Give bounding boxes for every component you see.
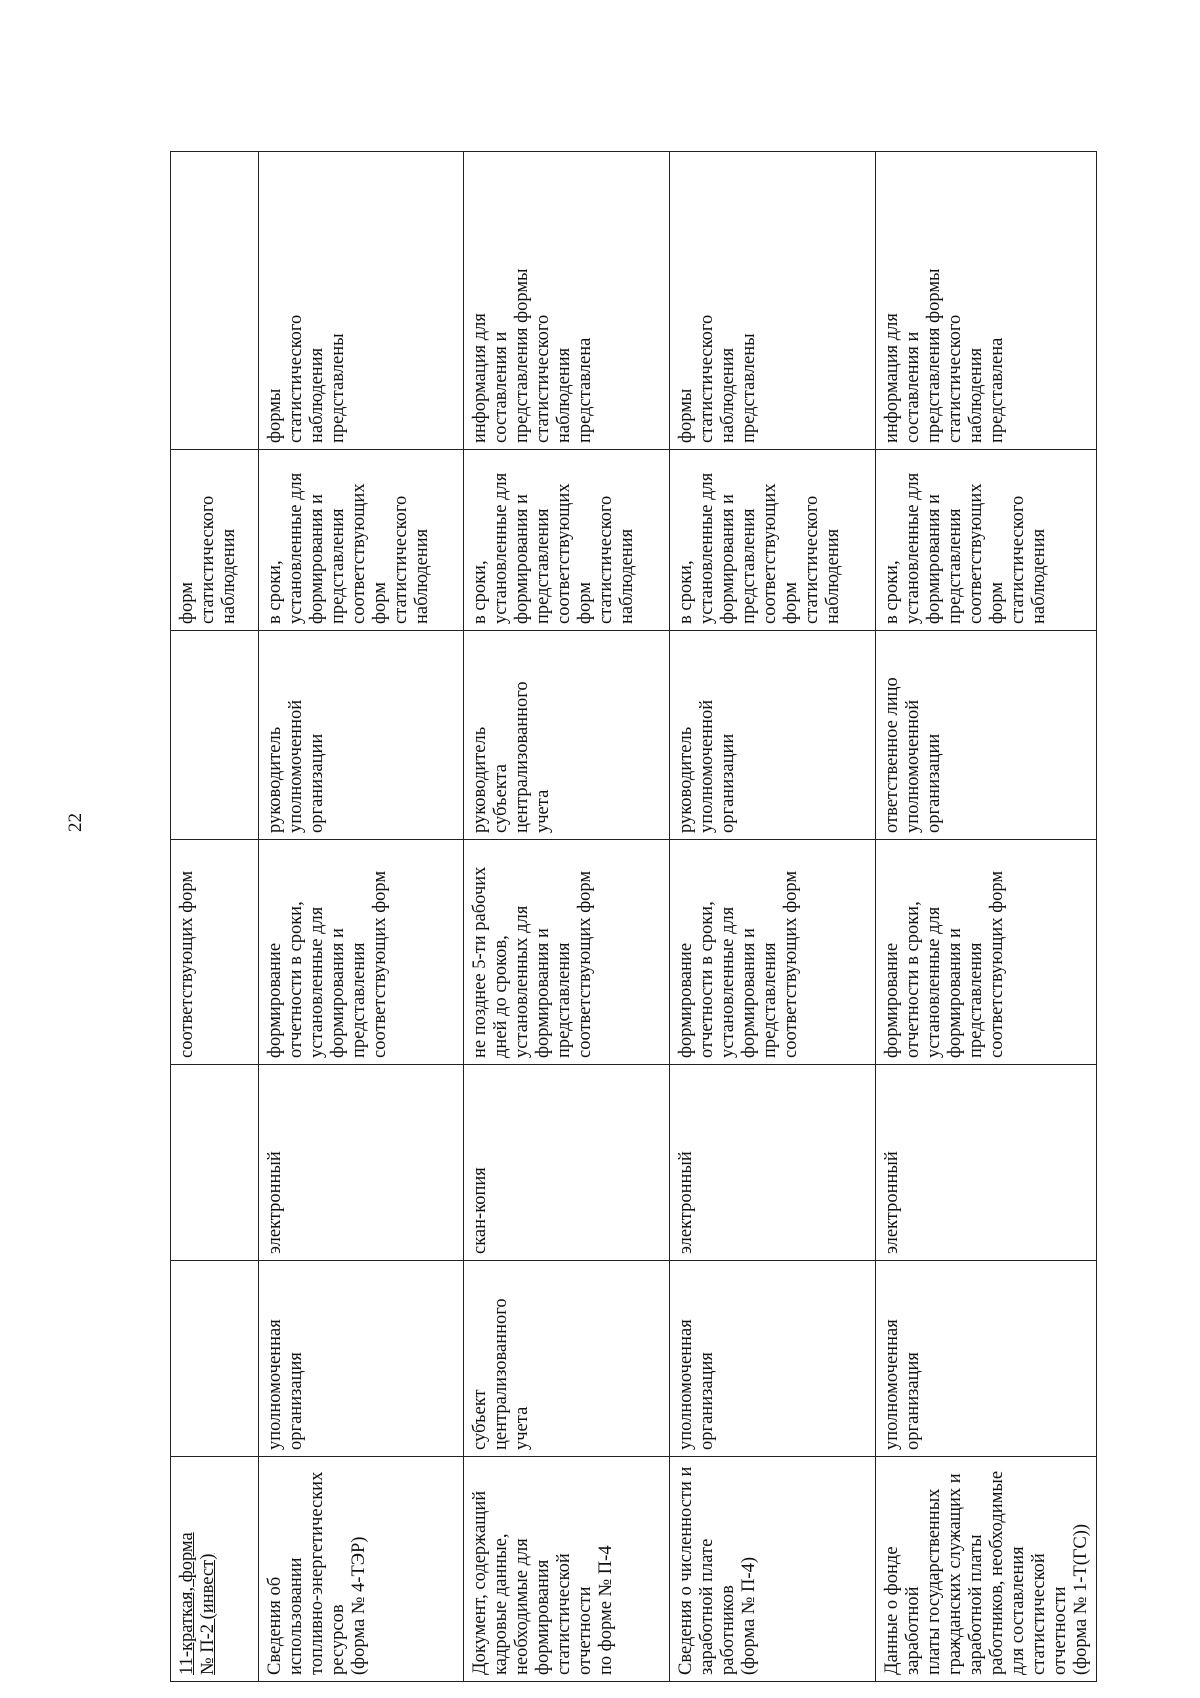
- cell-note: формы статистического наблюдения представлены: [670, 152, 876, 450]
- cell-responsible: [171, 631, 259, 840]
- cell-note: формы статистического наблюдения представлены: [259, 152, 464, 450]
- page-number: 22: [65, 813, 86, 832]
- cell-responsible: руководитель уполномоченной организации: [670, 631, 876, 840]
- cell-term: формирование отчетности в сроки, установленные для формирования и представления соответствующих форм: [670, 840, 876, 1065]
- form-reference-line-1: 11-краткая, форма: [177, 1532, 197, 1675]
- table-row: [259, 152, 464, 1682]
- cell-note: [171, 152, 259, 450]
- cell-format: электронный: [670, 1065, 876, 1261]
- cell-deadline: в сроки, установленные для формирования и представления соответствующих форм статистического наблюдения: [876, 450, 1097, 631]
- cell-provider: уполномоченная организация: [259, 1261, 464, 1457]
- continuation-row: [171, 152, 259, 1682]
- cell-document-name: Сведения об использовании топливно-энергетических ресурсов (форма № 4-ТЭР): [259, 1457, 464, 1682]
- cell-responsible: ответственное лицо уполномоченной организации: [876, 631, 1097, 840]
- cell-format: электронный: [259, 1065, 464, 1261]
- document-registry-table: [170, 151, 1097, 1682]
- form-reference-line-2: № П-2 (инвест): [198, 1553, 218, 1675]
- cell-document-name: Сведения о численности и заработной плате работников (форма № П-4): [670, 1457, 876, 1682]
- cell-term: соответствующих форм: [171, 840, 259, 1065]
- cell-note: информация для составления и представления формы статистического наблюдения представлена: [464, 152, 670, 450]
- rotated-table-container: [170, 152, 1091, 1682]
- cell-document-name: Документ, содержащий кадровые данные, необходимые для формирования статистической отчетности по форме № П-4: [464, 1457, 670, 1682]
- cell-deadline: форм статистического наблюдения: [171, 450, 259, 631]
- cell-deadline: в сроки, установленные для формирования и представления соответствующих форм статистического наблюдения: [259, 450, 464, 631]
- cell-provider: [171, 1261, 259, 1457]
- cell-term: формирование отчетности в сроки, установленные для формирования и представления соответствующих форм: [259, 840, 464, 1065]
- cell-provider: субъект централизованного учета: [464, 1261, 670, 1457]
- table-row: [670, 152, 876, 1682]
- cell-responsible: руководитель уполномоченной организации: [259, 631, 464, 840]
- cell-document-name: Данные о фонде заработной платы государственных гражданских служащих и заработной платы работников, необходимые для составления статистической отчетности (форма № 1-Т(ГС)): [876, 1457, 1097, 1682]
- cell-format: электронный: [876, 1065, 1097, 1261]
- cell-term: формирование отчетности в сроки, установленные для формирования и представления соответствующих форм: [876, 840, 1097, 1065]
- cell-note: информация для составления и представления формы статистического наблюдения представлена: [876, 152, 1097, 450]
- cell-format: скан-копия: [464, 1065, 670, 1261]
- cell-provider: уполномоченная организация: [670, 1261, 876, 1457]
- cell-term: не позднее 5-ти рабочих дней до сроков, установленных для формирования и представления соответствующих форм: [464, 840, 670, 1065]
- cell-provider: уполномоченная организация: [876, 1261, 1097, 1457]
- cell-format: [171, 1065, 259, 1261]
- cell-deadline: в сроки, установленные для формирования и представления соответствующих форм статистического наблюдения: [464, 450, 670, 631]
- table-row: [464, 152, 670, 1682]
- cell-document-name: [171, 1457, 259, 1682]
- cell-deadline: в сроки, установленные для формирования и представления соответствующих форм статистического наблюдения: [670, 450, 876, 631]
- cell-responsible: руководитель субъекта централизованного учета: [464, 631, 670, 840]
- table-row: [876, 152, 1097, 1682]
